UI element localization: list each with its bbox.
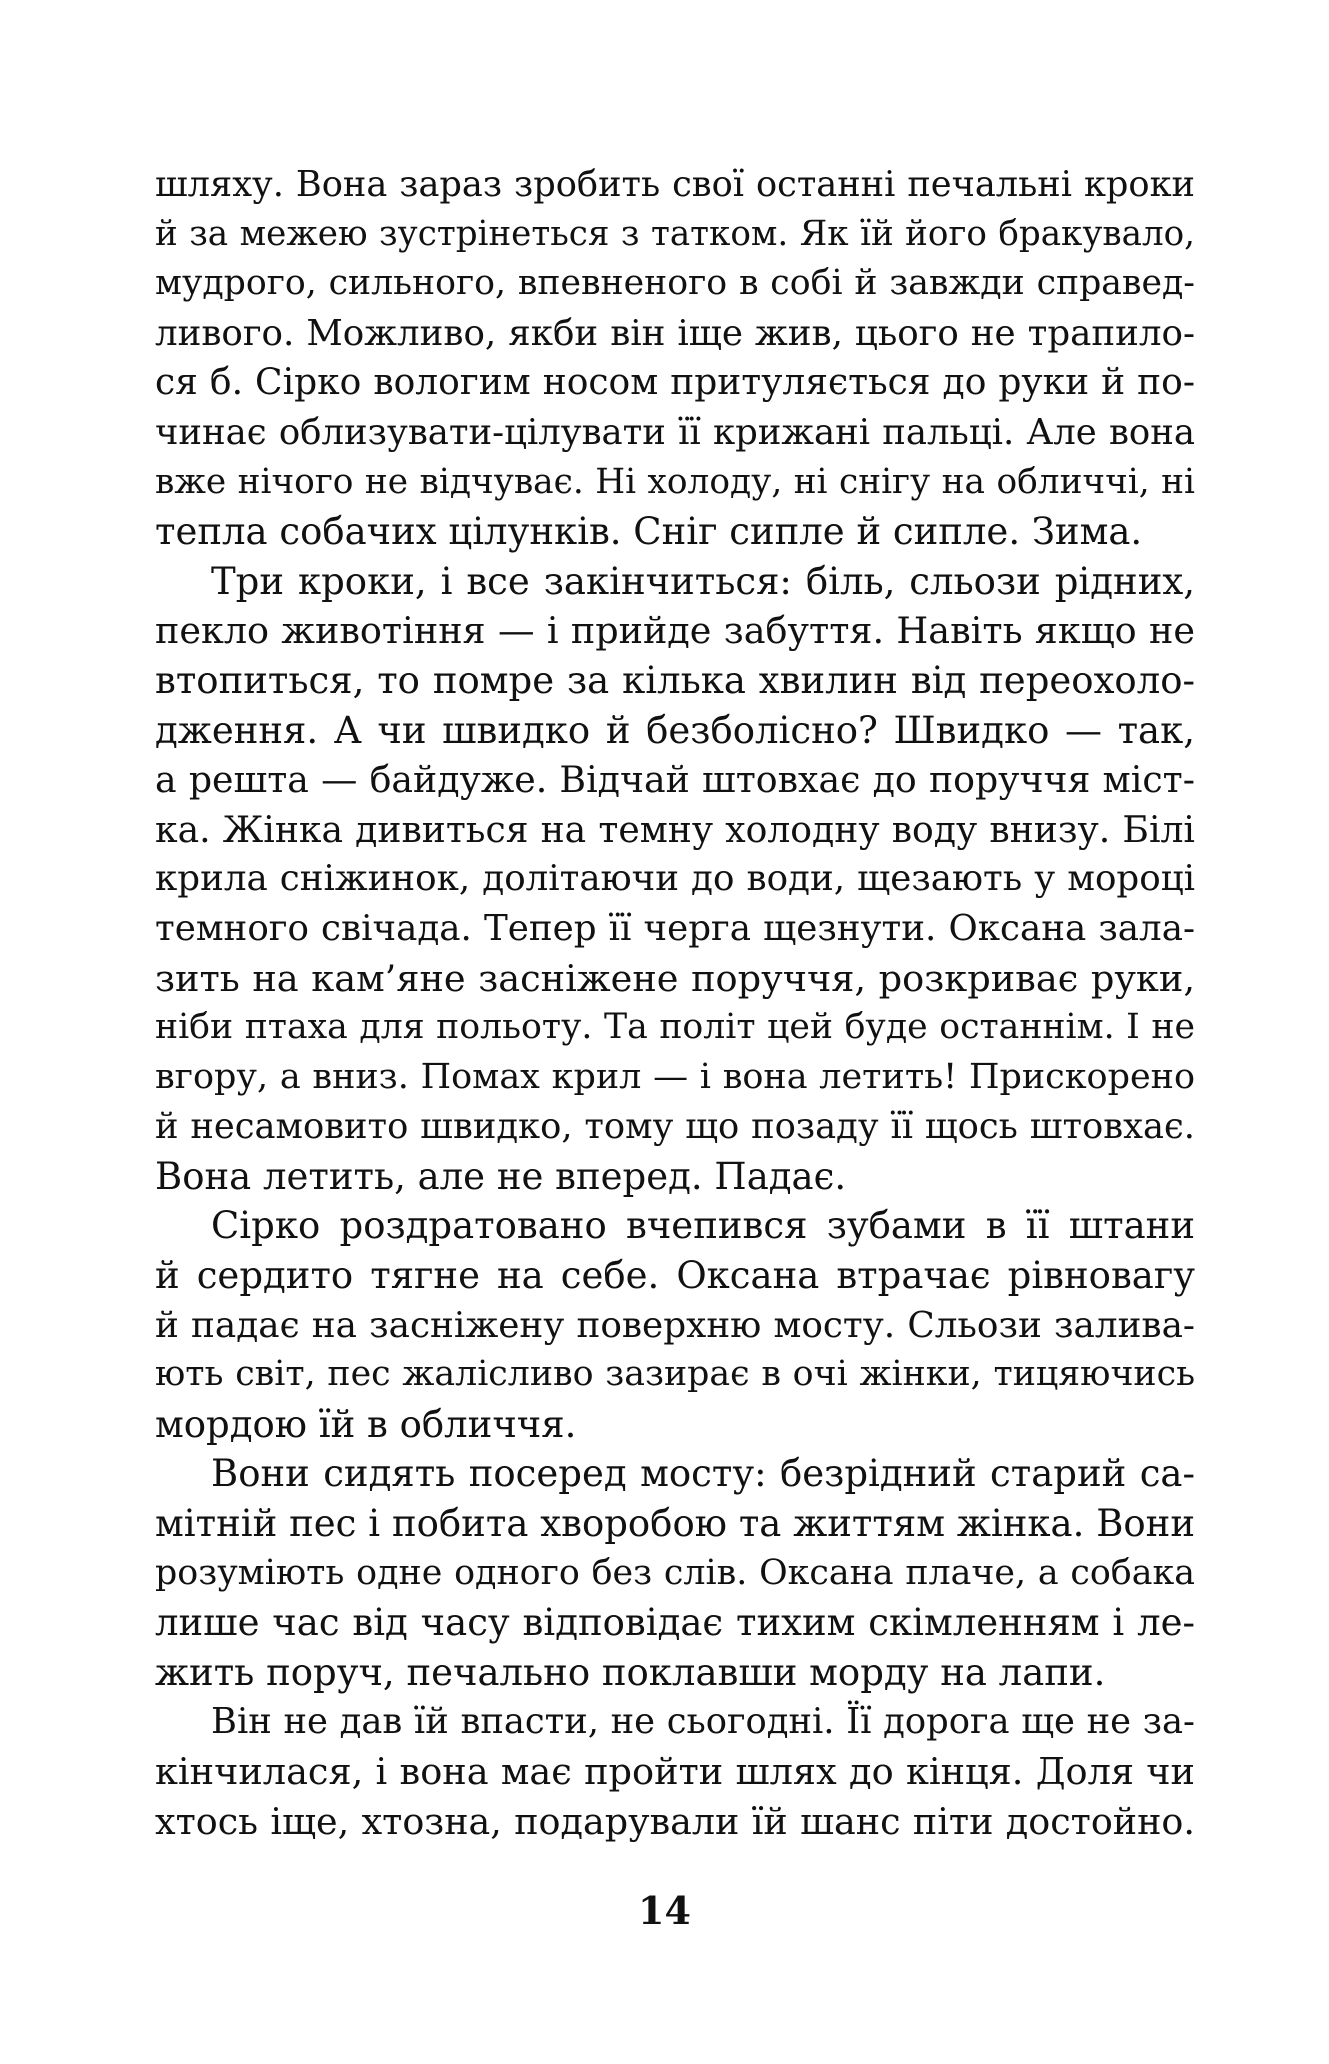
- text-line: тепла собачих цілунків. Сніг сипле й сипле. Зима.: [155, 510, 1143, 554]
- text-line: Вона летить, але не вперед. Падає.: [155, 1154, 847, 1198]
- text-line: зить на кам’яне засніжене поруччя, розкриває руки,: [155, 956, 1195, 1000]
- text-line: кінчилася, і вона має пройти шлях до кінця. Доля чи: [155, 1750, 1195, 1793]
- text-line: а решта — байдуже. Відчай штовхає до поруччя міст-: [155, 758, 1195, 802]
- text-line: втопиться, то помре за кілька хвилин від переохоло-: [155, 658, 1195, 702]
- text-line: ніби птаха для польоту. Та політ цей буде останнім. І не: [155, 1007, 1195, 1048]
- text-line: дження. А чи швидко й безболісно? Швидко — так,: [155, 708, 1195, 752]
- text-line: мордою їй в обличчя.: [155, 1402, 577, 1446]
- text-line: й сердито тягне на себе. Оксана втрачає рівновагу: [155, 1254, 1195, 1298]
- text-line: Сірко роздратовано вчепився зубами в її штани: [211, 1204, 1195, 1248]
- text-line: чинає облизувати-цілувати її крижані пальці. Але вона: [155, 411, 1195, 453]
- text-line: й падає на засніжену поверхню мосту. Сльози залива-: [155, 1304, 1195, 1346]
- body-text: [155, 160, 1195, 1846]
- text-line: ка. Жінка дивиться на темну холодну воду внизу. Білі: [155, 807, 1195, 851]
- text-line: вгору, а вниз. Помах крил — і вона летить! Прискорено: [155, 1056, 1195, 1097]
- paragraph: [155, 1201, 1195, 1449]
- text-line: лише час від часу відповідає тихим скімленням і ле-: [155, 1601, 1195, 1645]
- text-line: ся б. Сірко вологим носом притуляється до руки й по-: [155, 362, 1195, 404]
- text-line: хтось іще, хтозна, подарували їй шанс піти достойно.: [155, 1799, 1195, 1843]
- text-line: мудрого, сильного, впевненого в собі й завжди справед-: [155, 263, 1195, 304]
- text-line: ють світ, пес жалісливо зазирає в очі жінки, тицяючись: [155, 1354, 1195, 1395]
- text-line: мітній пес і побита хворобою та життям жінка. Вони: [155, 1502, 1195, 1546]
- text-line: розуміють одне одного без слів. Оксана плаче, а собака: [155, 1552, 1195, 1593]
- text-line: Він не дав їй впасти, не сьогодні. Її дорога ще не за-: [211, 1701, 1195, 1743]
- paragraph: [155, 1697, 1195, 1846]
- paragraph: [155, 557, 1195, 1202]
- text-line: пекло животіння — і прийде забуття. Навіть якщо не: [155, 609, 1195, 653]
- text-line: вже нічого не відчуває. Ні холоду, ні снігу на обличчі, ні: [155, 461, 1195, 502]
- paragraph: [155, 1449, 1195, 1697]
- text-line: й за межею зустрінеться з татком. Як їй його бракувало,: [155, 213, 1195, 254]
- text-line: шляху. Вона зараз зробить свої останні печальні кроки: [155, 164, 1195, 205]
- text-line: темного свічада. Тепер її черга щезнути. Оксана зала-: [155, 907, 1195, 949]
- text-line: й несамовито швидко, тому що позаду її щось штовхає.: [155, 1106, 1195, 1148]
- text-line: Три кроки, і все закінчиться: біль, сльози рідних,: [211, 559, 1195, 603]
- text-line: ливого. Можливо, якби він іще жив, цього не трапило-: [155, 312, 1195, 354]
- page-number: 14: [638, 1888, 691, 1933]
- text-line: жить поруч, печально поклавши морду на лапи.: [155, 1650, 1106, 1694]
- text-line: крила сніжинок, долітаючи до води, щезають у мороці: [155, 858, 1195, 900]
- paragraph: [155, 160, 1195, 557]
- text-line: Вони сидять посеред мосту: безрідний старий са-: [211, 1452, 1195, 1496]
